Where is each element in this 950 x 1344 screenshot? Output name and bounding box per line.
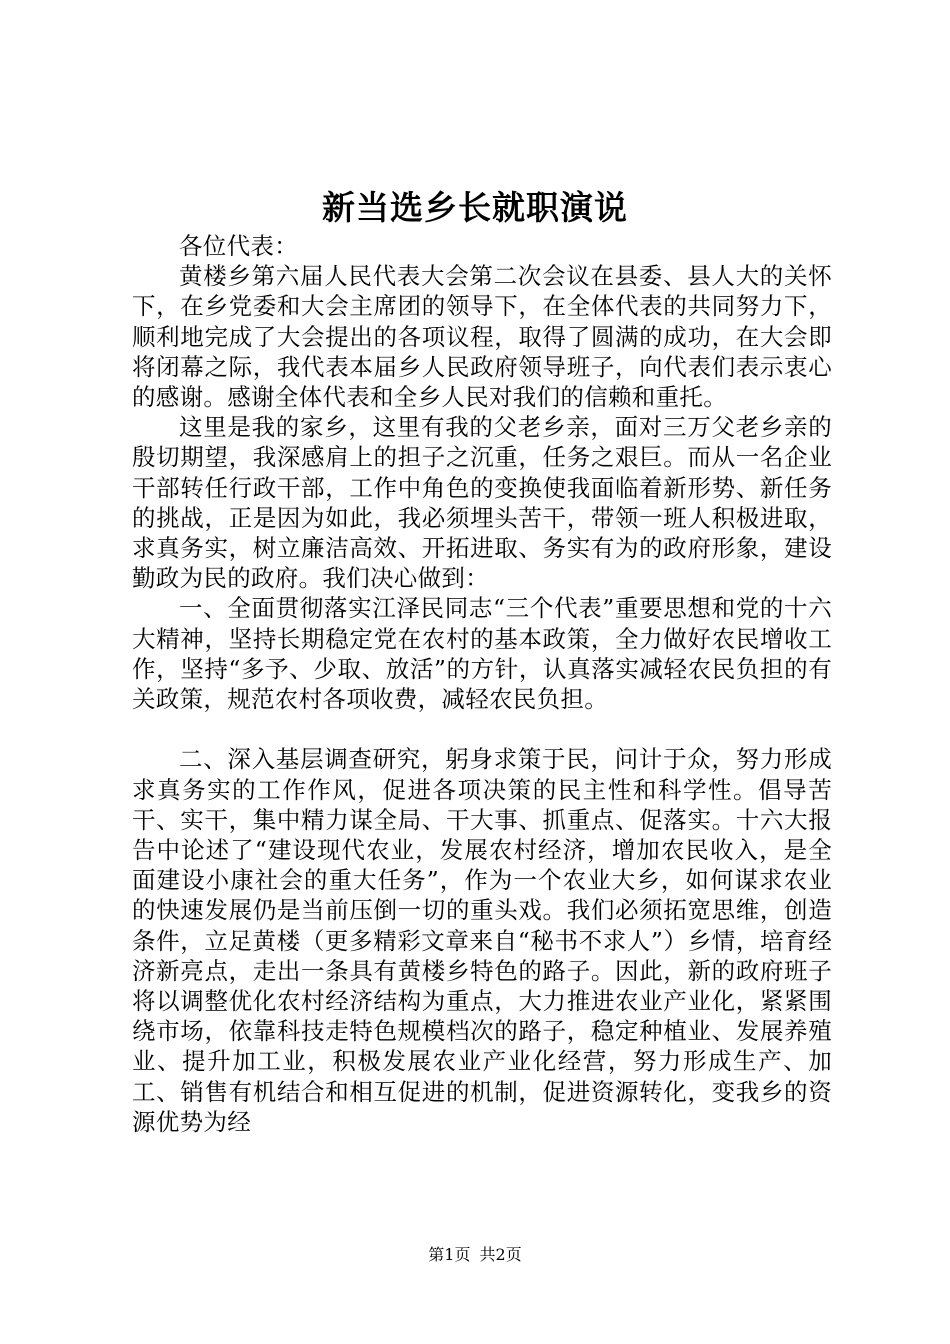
salutation: 各位代表： bbox=[179, 232, 298, 260]
paragraph-3: 一、全面贯彻落实江泽民同志“三个代表”重要思想和党的十六大精神，坚持长期稳定党在农村的基本政策，全力做好农民增收工作，坚持“多予、少取、放活”的方针，认真落实减轻农民负担的有关政策，规范农村各项收费，减轻农民负担。 bbox=[132, 594, 832, 714]
paragraph-2: 这里是我的家乡，这里有我的父老乡亲，面对三万父老乡亲的殷切期望，我深感肩上的担子之沉重，任务之艰巨。而从一名企业干部转任行政干部，工作中角色的变换使我面临着新形势、新任务的挑战，正是因为如此，我必须埋头苦干，带领一班人积极进取，求真务实，树立廉洁高效、开拓进取、务实有为的政府形象，建设勤政为民的政府。我们决心做到： bbox=[132, 413, 832, 593]
paragraph-4: 二、深入基层调查研究，躬身求策于民，问计于众，努力形成求真务实的工作作风，促进各项决策的民主性和科学性。倡导苦干、实干，集中精力谋全局、干大事、抓重点、促落实。十六大报告中论述了“建设现代农业，发展农村经济，增加农民收入，是全面建设小康社会的重大任务”，作为一个农业大乡，如何谋求农业的快速发展仍是当前压倒一切的重头戏。我们必须拓宽思维，创造条件，立足黄楼（更多精彩文章来自“秘书不求人”）乡情，培育经济新亮点，走出一条具有黄楼乡特色的路子。因此，新的政府班子将以调整优化农村经济结构为重点，大力推进农业产业化，紧紧围绕市场，依靠科技走特色规模档次的路子，稳定种植业、发展养殖业、提升加工业，积极发展农业产业化经营，努力形成生产、加工、销售有机结合和相互促进的机制，促进资源转化，变我乡的资源优势为经 bbox=[132, 745, 832, 1136]
paragraph-1: 黄楼乡第六届人民代表大会第二次会议在县委、县人大的关怀下，在乡党委和大会主席团的领导下，在全体代表的共同努力下，顺利地完成了大会提出的各项议程，取得了圆满的成功，在大会即将闭幕之际，我代表本届乡人民政府领导班子，向代表们表示衷心的感谢。感谢全体代表和全乡人民对我们的信赖和重托。 bbox=[132, 262, 832, 412]
document-title: 新当选乡长就职演说 bbox=[322, 188, 628, 227]
document-body bbox=[132, 231, 832, 1137]
current-page-number: 第1页 bbox=[428, 1245, 471, 1264]
total-pages: 共2页 bbox=[479, 1245, 522, 1264]
page-footer bbox=[0, 1245, 950, 1265]
